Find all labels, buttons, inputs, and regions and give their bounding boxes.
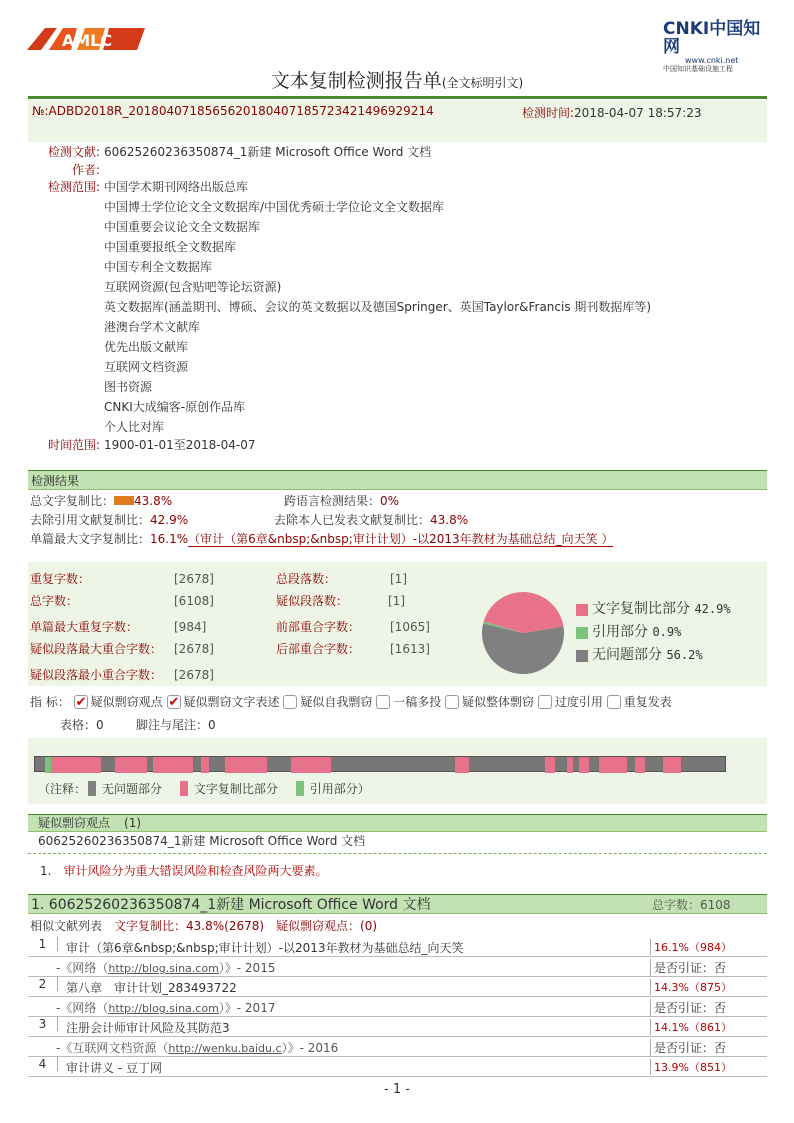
report-id-band — [28, 100, 767, 142]
doc-section-title: 1. 60625260236350874_1新建 Microsoft Office Word 文档 总字数：6108 — [28, 894, 767, 914]
table-row-source: -《互联网文档资源（http://wenku.baidu.c）》- 2016 是否引证：否 — [28, 1037, 767, 1057]
report-title: 文本复制检测报告单(全文标明引文) — [270, 70, 524, 92]
distribution-legend: （注释： 无问题部分 文字复制比部分 引用部分） — [38, 782, 370, 796]
distribution-bar — [34, 756, 726, 772]
similar-docs-list — [28, 937, 767, 1077]
page-number: - 1 - — [384, 1082, 410, 1097]
indicator-row: 指 标： ✔ 疑似剽窃观点 ✔ 疑似剽窃文字表述 疑似自我剽窃 一稿多投 疑似整体剽窃 过度引用 重复发表 — [30, 692, 770, 712]
table-row[interactable]: 3 注册会计师审计风险及其防范3 14.1%（861） — [28, 1017, 767, 1037]
top-divider — [28, 96, 767, 99]
svg-text:AMLC: AMLC — [61, 31, 113, 50]
doc-section-summary: 相似文献列表 文字复制比：43.8%(2678) 疑似剽窃观点：(0) — [30, 919, 378, 933]
doc-row: 检测文献: 60625260236350874_1新建 Microsoft Office Word 文档 — [47, 145, 432, 159]
tables-count: 表格：0 — [60, 718, 104, 732]
cnki-logo: CNKI中国知网 www.cnki.net 中国知识基础设施工程 — [663, 19, 761, 73]
indicator-4[interactable]: 一稿多投 — [376, 695, 441, 709]
indicator-3[interactable]: 疑似自我剽窃 — [283, 695, 372, 709]
pie-legend: 文字复制比部分 42.9% 引用部分 0.9% 无问题部分 56.2% — [576, 598, 731, 667]
indicator-1[interactable]: ✔ 疑似剽窃观点 — [74, 695, 163, 709]
indicator-7[interactable]: 重复发表 — [607, 695, 672, 709]
copy-ratio-bar — [114, 496, 134, 505]
scope-list: 中国学术期刊网络出版总库 中国博士学位论文全文数据库/中国优秀硕士学位论文全文数据库 中国重要会议论文全文数据库 中国重要报纸全文数据库 中国专利全文数据库 互联网资源(包含贴吧等论坛资源) 英文数据库(涵盖期刊、博硕、会议的英文数据以及德国Springer、英国Taylor&Francis 期刊数据库等) 港澳台学术文献库 优先出版文献库 互联网文档资源 图书资源 CNKI大成编客-原创作品库 个人比对库 — [104, 180, 652, 434]
notes-count: 脚注与尾注：0 — [136, 718, 216, 732]
table-row-source: -《网络（http://blog.sina.com）》- 2017 是否引证：否 — [28, 997, 767, 1017]
suspect-doc: 60625260236350874_1新建 Microsoft Office Word 文档 — [38, 834, 366, 848]
table-row[interactable]: 1 审计（第6章&nbsp;&nbsp;审计计划）-以2013年教材为基础总结_向天笑 16.1%（984） — [28, 937, 767, 957]
table-row[interactable]: 2 第八章 审计计划_283493722 14.3%（875） — [28, 977, 767, 997]
table-row[interactable]: 4 审计讲义 - 豆丁网 13.9%（851） — [28, 1057, 767, 1077]
indicator-5[interactable]: 疑似整体剽窃 — [445, 695, 534, 709]
table-row-source: -《网络（http://blog.sina.com）》- 2015 是否引证：否 — [28, 957, 767, 977]
results-summary: 总文字复制比： 43.8% 跨语言检测结果：0% 去除引用文献复制比：42.9% 去除本人已发表文献复制比：43.8% 单篇最大文字复制比：16.1%（审计（第6章&nbsp;&nbsp;审计计划）-以2013年教材为基础总结_向天笑 ） — [30, 494, 614, 546]
max-single-source[interactable]: （审计（第6章&nbsp;&nbsp;审计计划）-以2013年教材为基础总结_向天笑 ） — [188, 532, 614, 546]
indicator-2[interactable]: ✔ 疑似剽窃文字表述 — [167, 695, 280, 709]
dashed-divider — [28, 853, 767, 854]
ratio-pie-chart — [480, 590, 566, 676]
amlc-logo — [27, 20, 147, 54]
time-range-row: 时间范围: 1900-01-01至2018-04-07 — [47, 438, 256, 452]
report-id: №:ADBD2018R_20180407185656201804071857234214969292​14 — [32, 104, 434, 118]
suspect-item: 1. 审计风险分为重大错误风险和检查风险两大要素。 — [40, 864, 328, 878]
suspect-header: 疑似剽窃观点 (1) — [28, 814, 767, 832]
results-header: 检测结果 — [28, 470, 767, 490]
scope-row: 检测范围: — [47, 180, 100, 194]
indicator-6[interactable]: 过度引用 — [538, 695, 603, 709]
report-time: 检测时间:2018-04-07 18:57:23 — [522, 106, 702, 120]
author-row: 作者: — [71, 163, 100, 177]
distribution-panel — [28, 738, 767, 804]
stats-panel: 重复字数： [2678] 总段落数： [1] 总字数： [6108] 疑似段落数： [1] 单篇最大重复字数： [984] 前部重合字数： [1065] 疑似段落最大重合字数： [2678] 后部重合字数： [1613] 疑似段落最小重合字数： [2678] 文字复制比部分 42.9% 引用部分 0.9% 无问题部分 56.2% — [28, 562, 767, 686]
